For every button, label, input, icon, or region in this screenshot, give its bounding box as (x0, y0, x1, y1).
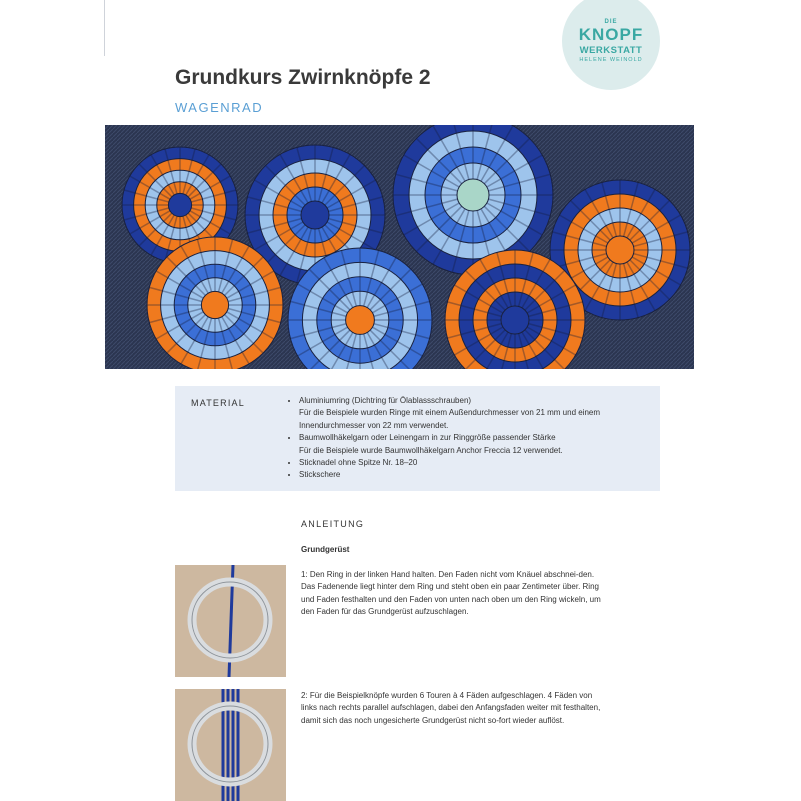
material-box (175, 386, 660, 491)
material-item-main: Baumwollhäkelgarn oder Leinengarn in zur Ringgröße passender Stärke (299, 433, 556, 443)
logo-author: HELENE WEINOLD (579, 57, 643, 63)
woven-button (147, 237, 283, 369)
material-item (299, 457, 649, 469)
step-1-photo (175, 565, 286, 677)
logo-die: DIE (604, 19, 618, 25)
margin-rule (104, 0, 105, 56)
material-label: MATERIAL (191, 398, 245, 408)
logo-werkstatt: WERKSTATT (579, 45, 643, 56)
brand-logo (562, 0, 660, 90)
material-item-main: Sticknadel ohne Spitze Nr. 18–20 (299, 458, 418, 468)
material-item-main: Aluminiumring (Dichtring für Ölablassschrauben) (299, 396, 472, 405)
hero-image (105, 125, 694, 369)
material-list (289, 395, 649, 482)
material-item (299, 395, 649, 432)
section-heading: Grundgerüst (301, 545, 350, 554)
step-1-text: 1: Den Ring in der linken Hand halten. Den Faden nicht vom Knäuel abschnei-den. Das Fadenende liegt hinter dem Ring und steht oben ein paar Zentimeter über. Ring und Faden festhalten und den Faden von unten nach oben um den Ring wickeln, um den Faden für das Grundgerüst aufzuschlagen. (301, 570, 601, 617)
step-2-text: 2: Für die Beispielknöpfe wurden 6 Touren à 4 Fäden aufgeschlagen. 4 Fäden von links nach rechts parallel aufschlagen, dabei den Anfangsfaden weiter mit festhalten, damit sich das noch ungesicherte Grundgerüst nicht so-fort wieder auflöst. (301, 691, 601, 725)
material-item (299, 469, 649, 481)
material-item-note: Für die Beispiele wurde Baumwollhäkelgarn Anchor Freccia 12 verwendet. (299, 445, 563, 455)
material-item-note: Für die Beispiele wurden Ringe mit einem Außendurchmesser von 21 mm und einem Innendurchmesser von 22 mm verwendet. (299, 408, 601, 430)
page-subtitle: WAGENRAD (175, 100, 264, 115)
material-item-main: Stickschere (299, 470, 341, 480)
step-2-photo (175, 689, 286, 801)
instructions-heading: ANLEITUNG (301, 519, 365, 529)
page-title: Grundkurs Zwirnknöpfe 2 (175, 66, 431, 89)
logo-knopf: KNOPF (578, 25, 644, 44)
buttons-photo-illustration (105, 125, 694, 369)
material-item (299, 432, 649, 457)
